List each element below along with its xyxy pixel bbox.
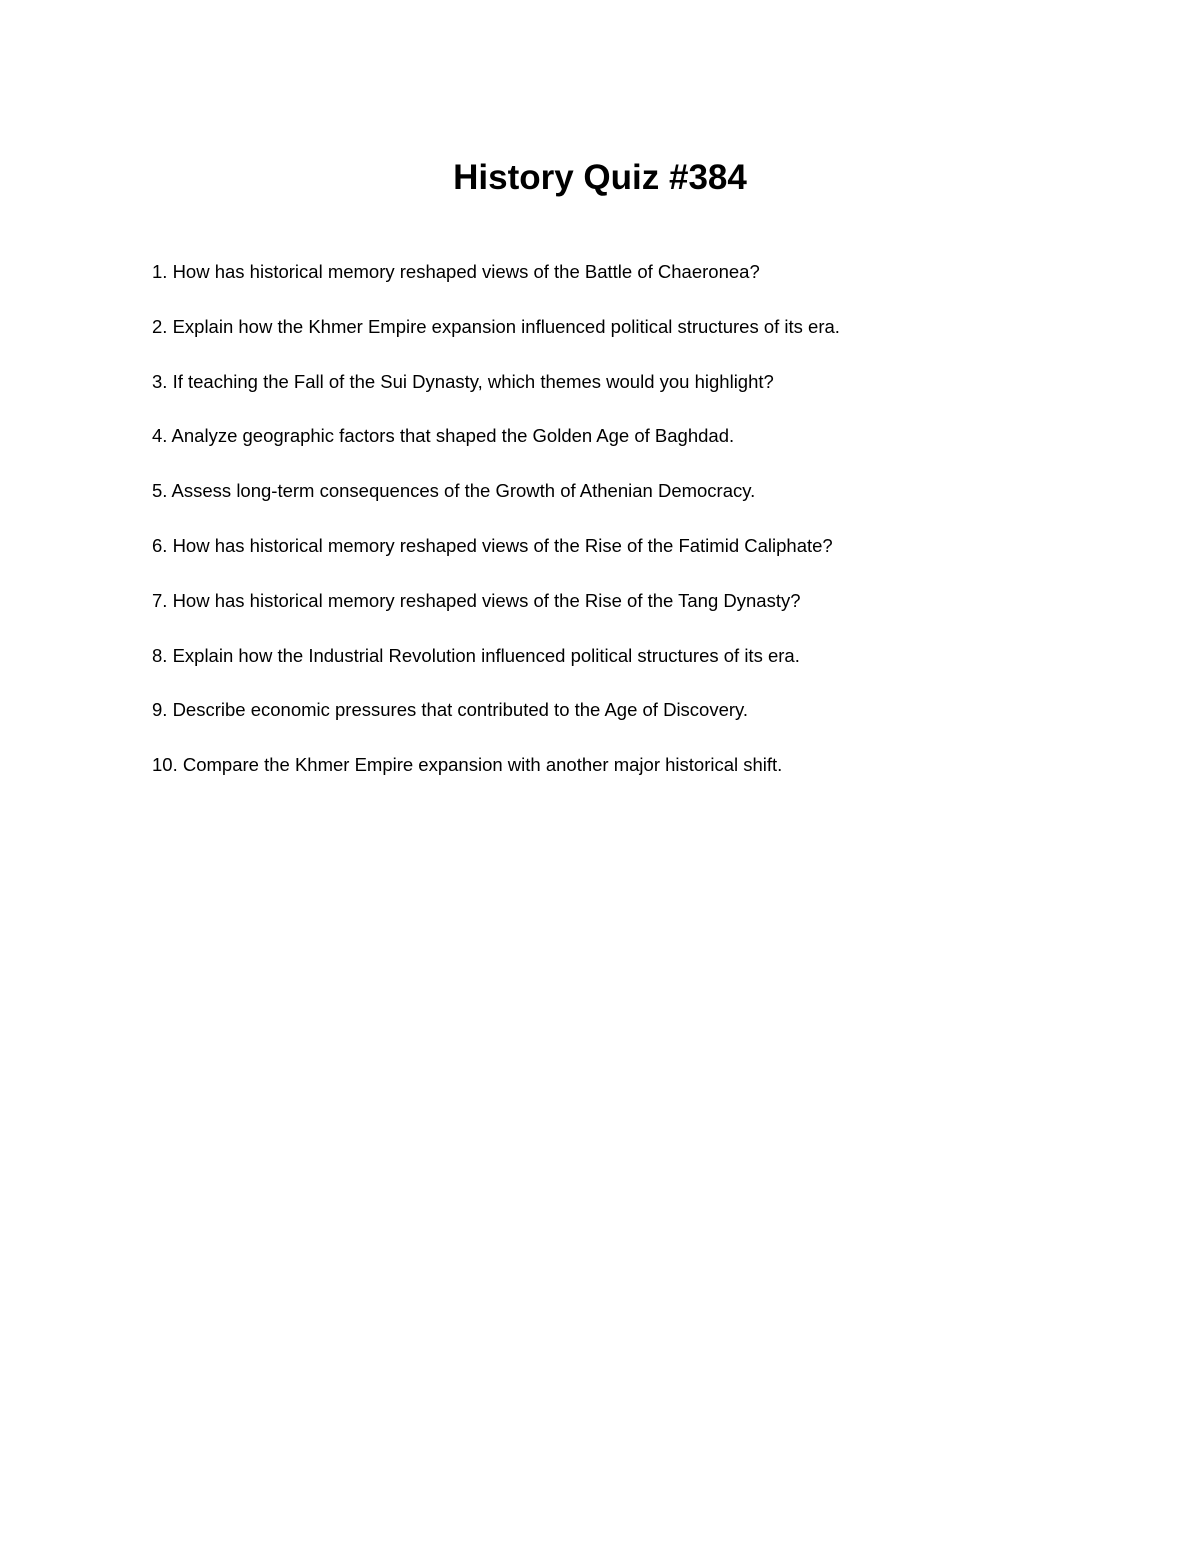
page-title: History Quiz #384 <box>453 158 747 197</box>
question-item: 4. Analyze geographic factors that shaped the Golden Age of Baghdad. <box>152 425 735 447</box>
question-item: 8. Explain how the Industrial Revolution influenced political structures of its era. <box>152 644 800 666</box>
question-item: 2. Explain how the Khmer Empire expansion influenced political structures of its era. <box>152 315 840 337</box>
question-list <box>152 258 1152 806</box>
question-item: 1. How has historical memory reshaped views of the Battle of Chaeronea? <box>152 261 760 282</box>
question-item: 3. If teaching the Fall of the Sui Dynasty, which themes would you highlight? <box>152 370 774 392</box>
question-item: 7. How has historical memory reshaped views of the Rise of the Tang Dynasty? <box>152 589 801 611</box>
question-item: 9. Describe economic pressures that contributed to the Age of Discovery. <box>152 699 749 721</box>
question-item: 6. How has historical memory reshaped views of the Rise of the Fatimid Caliphate? <box>152 534 833 556</box>
question-item: 5. Assess long-term consequences of the Growth of Athenian Democracy. <box>152 480 756 502</box>
question-item: 10. Compare the Khmer Empire expansion with another major historical shift. <box>152 754 783 776</box>
